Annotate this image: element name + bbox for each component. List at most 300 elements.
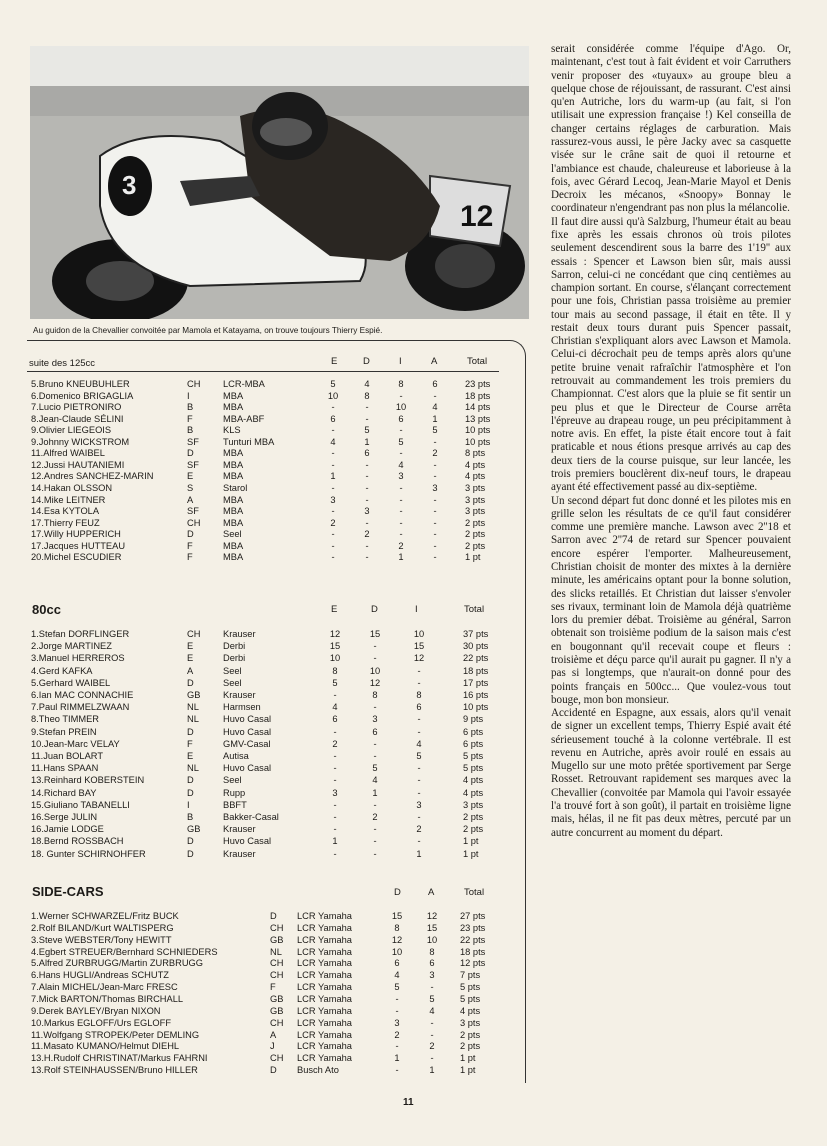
total: 6 pts [463, 738, 484, 749]
rider-name: 20.Michel ESCUDIER [31, 552, 122, 563]
score-i: 1 [416, 848, 422, 859]
machine: LCR Yamaha [297, 922, 352, 933]
country: D [187, 848, 194, 859]
score-d: 4 [364, 379, 370, 389]
machine: GMV-Casal [223, 738, 271, 749]
score-d: 2 [364, 529, 370, 540]
score-e: 3 [332, 787, 338, 798]
machine: LCR Yamaha [297, 993, 352, 1004]
rider-name: 12.Andres SANCHEZ-MARIN [31, 471, 154, 482]
table-row [27, 727, 525, 738]
total: 4 pts [463, 787, 484, 798]
machine: MBA [223, 552, 244, 563]
score-d: - [365, 494, 369, 505]
machine: LCR Yamaha [297, 982, 352, 993]
machine: LCR Yamaha [297, 1053, 352, 1064]
score-i: - [399, 425, 403, 436]
table-row [27, 391, 525, 402]
country: D [187, 787, 194, 798]
table-row [27, 800, 525, 811]
s80-head-e: E [331, 604, 338, 615]
article-paragraph-3: Un second départ fut donc donné et les pilotes mis en grille selon les résultats de ce qu'il faut considérer comme une première manche. Lawson avec 2''18 et Sarron avec 2''74 de retard sur Spencer pouvaient encore espérer l'emporter. Malheureusement, Christian choisit de monter des mixtes à la dernière minute, les américains optant pour la bonne solution, des slicks retaillés. Et Christian dut laisser s'envoler ses rivaux, terminant loin de Mamola déjà quatrième lors du premier débat. Troisième au général, Sarron obtenait son troisième podium de la saison mais c'est en bougonnant qu'il recevait coupe et fleurs : troisième et déçu parce qu'il aurait pu gagner. Il n'y a pas si longtemps, que n'aurait-on donné pour des points français en 500cc... Que voulez-vous tout bouge, mon bon monsieur. [551, 494, 791, 706]
machine: Krauser [223, 848, 256, 859]
score-d: 8 [394, 922, 400, 933]
country: D [187, 677, 194, 688]
score-i: 10 [395, 402, 407, 413]
score-e: 1 [332, 836, 338, 847]
total: 12 pts [460, 958, 486, 969]
score-d: - [365, 402, 369, 413]
total: 8 pts [465, 448, 486, 459]
s125-head-a: A [431, 356, 438, 367]
machine: Krauser [223, 629, 256, 639]
total: 37 pts [463, 629, 489, 639]
table-row [27, 1006, 525, 1017]
country: NL [187, 702, 199, 713]
crew-names: 13.Rolf STEINHAUSSEN/Bruno HILLER [31, 1065, 198, 1076]
score-d: - [365, 471, 369, 482]
table-row [27, 379, 525, 390]
country: NL [270, 946, 282, 957]
rider-name: 18.Bernd ROSSBACH [31, 836, 124, 847]
table-row [27, 935, 525, 946]
score-d: 5 [364, 425, 370, 436]
rider-name: 6.Ian MAC CONNACHIE [31, 690, 134, 700]
rider-name: 16.Jamie LODGE [31, 824, 104, 835]
score-e: - [333, 824, 337, 835]
score-e: 5 [330, 379, 336, 389]
rider-name: 3.Manuel HERREROS [31, 653, 125, 664]
machine: Derbi [223, 653, 246, 664]
score-i: 12 [413, 653, 425, 664]
score-e: 6 [330, 413, 336, 424]
crew-names: 10.Markus EGLOFF/Urs EGLOFF [31, 1017, 171, 1028]
country: GB [270, 934, 284, 945]
country: CH [270, 1017, 284, 1028]
total: 23 pts [460, 922, 486, 933]
machine: LCR-MBA [223, 379, 265, 389]
total: 2 pts [463, 824, 484, 835]
score-i: - [399, 390, 403, 401]
total: 4 pts [463, 775, 484, 786]
results-tables [27, 340, 526, 1083]
score-i: - [417, 775, 421, 786]
page-number: 11 [403, 1097, 414, 1108]
country: D [187, 529, 194, 540]
country: D [187, 836, 194, 847]
score-d: 3 [372, 714, 378, 725]
total: 5 pts [460, 993, 481, 1004]
total: 4 pts [465, 471, 486, 482]
score-d: - [373, 799, 377, 810]
score-i: - [399, 506, 403, 517]
score-i: 5 [398, 436, 404, 447]
score-d: - [395, 1065, 399, 1076]
table-row [27, 506, 525, 517]
score-d: 8 [364, 390, 370, 401]
total: 6 pts [463, 726, 484, 737]
country: CH [187, 517, 201, 528]
table-row [27, 714, 525, 725]
score-i: - [417, 677, 421, 688]
total: 1 pt [465, 552, 481, 563]
total: 23 pts [465, 379, 491, 389]
score-i: - [399, 494, 403, 505]
table-row [27, 629, 525, 640]
total: 1 pt [463, 836, 479, 847]
total: 27 pts [460, 911, 486, 921]
rider-name: 11.Hans SPAAN [31, 763, 99, 774]
s125-head-i: I [399, 356, 402, 367]
country: D [187, 448, 194, 459]
motorcycle-rider-illustration [30, 46, 529, 319]
score-a: 15 [426, 922, 438, 933]
score-d: 6 [364, 448, 370, 459]
crew-names: 7.Alain MICHEL/Jean-Marc FRESC [31, 982, 178, 993]
country: SF [187, 506, 199, 517]
score-a: - [433, 459, 437, 470]
total: 1 pt [463, 848, 479, 859]
sside-head-d: D [394, 887, 401, 898]
country: D [187, 775, 194, 786]
s125-title: suite des 125cc [29, 358, 96, 369]
total: 1 pt [460, 1065, 476, 1076]
score-e: 1 [330, 471, 336, 482]
rider-name: 5.Bruno KNEUBUHLER [31, 379, 130, 389]
rider-name: 11.Alfred WAIBEL [31, 448, 105, 459]
table-row [27, 653, 525, 664]
machine: LCR Yamaha [297, 1041, 352, 1052]
score-e: - [331, 529, 335, 540]
machine: LCR Yamaha [297, 946, 352, 957]
table-row [27, 1041, 525, 1052]
machine: Bakker-Casal [223, 812, 279, 822]
score-i: 8 [398, 379, 404, 389]
table-row [27, 402, 525, 413]
score-d: 3 [394, 1017, 400, 1028]
s125-head-total: Total [467, 356, 488, 367]
crew-names: 9.Derek BAYLEY/Bryan NIXON [31, 1005, 161, 1016]
score-e: 3 [330, 494, 336, 505]
machine: Seel [223, 677, 242, 688]
rider-name: 15.Giuliano TABANELLI [31, 799, 130, 810]
score-i: 15 [413, 641, 425, 652]
score-e: 4 [330, 436, 336, 447]
score-e: 10 [329, 653, 341, 664]
country: B [187, 425, 194, 436]
total: 2 pts [463, 812, 484, 822]
total: 14 pts [465, 402, 491, 413]
score-i: 3 [398, 471, 404, 482]
table-row [27, 849, 525, 860]
country: B [187, 402, 194, 413]
rider-name: 6.Domenico BRIGAGLIA [31, 390, 134, 401]
table-row [27, 529, 525, 540]
machine: MBA [223, 494, 244, 505]
score-a: - [433, 517, 437, 528]
score-d: - [373, 836, 377, 847]
table-row [27, 739, 525, 750]
country: CH [270, 970, 284, 981]
score-d: - [395, 1005, 399, 1016]
table-row [27, 923, 525, 934]
rider-name: 16.Serge JULIN [31, 812, 98, 822]
crew-names: 11.Masato KUMANO/Helmut DIEHL [31, 1041, 180, 1052]
score-a: 2 [432, 448, 438, 459]
table-row [27, 1018, 525, 1029]
score-a: 3 [429, 970, 435, 981]
score-d: 10 [391, 946, 403, 957]
machine: MBA [223, 448, 244, 459]
score-a: - [430, 1029, 434, 1040]
score-d: 8 [372, 690, 378, 700]
table-row [27, 518, 525, 529]
total: 22 pts [463, 653, 489, 664]
score-i: - [417, 665, 421, 676]
score-d: 2 [394, 1029, 400, 1040]
score-i: - [417, 763, 421, 774]
total: 10 pts [465, 425, 491, 436]
score-e: - [331, 448, 335, 459]
total: 4 pts [465, 459, 486, 470]
machine: Krauser [223, 690, 256, 700]
score-e: 2 [330, 517, 336, 528]
rider-name: 9.Johnny WICKSTROM [31, 436, 130, 447]
machine: Busch Ato [297, 1065, 339, 1076]
score-i: - [417, 714, 421, 725]
table-row [27, 788, 525, 799]
score-i: 4 [398, 459, 404, 470]
score-e: - [331, 506, 335, 517]
table-row [27, 751, 525, 762]
score-i: - [417, 726, 421, 737]
score-e: - [333, 799, 337, 810]
score-i: 4 [416, 738, 422, 749]
score-a: - [433, 552, 437, 563]
score-a: - [433, 540, 437, 551]
total: 7 pts [460, 970, 481, 981]
total: 1 pt [460, 1053, 476, 1064]
country: D [270, 1065, 277, 1076]
country: GB [270, 1005, 284, 1016]
country: NL [187, 763, 199, 774]
score-d: 15 [391, 911, 403, 921]
machine: LCR Yamaha [297, 934, 352, 945]
score-a: 2 [429, 1041, 435, 1052]
machine: LCR Yamaha [297, 911, 352, 921]
crew-names: 2.Rolf BILAND/Kurt WALTISPERG [31, 922, 174, 933]
s80-title: 80cc [32, 602, 61, 617]
crew-names: 6.Hans HUGLI/Andreas SCHUTZ [31, 970, 169, 981]
score-d: 4 [372, 775, 378, 786]
article-paragraph-1: serait considérée comme l'équipe d'Ago. Or, maintenant, c'est tout à fait évident et voir Carruthers venir proposer des «tuyaux» au groupe bleu a quelque chose de réjouissant, de rassurant. C'est ainsi qu'en Autriche, lors du warm-up (au fait, si l'on utilisait une expression française !) Kel conseilla de changer certains réglages de carburation. Mais rassurez-vous aussi, le père Jacky avec sa casquette visée sur le crâne sait de quoi il retourne et l'ambiance est chaude, chaleureuse et laborieuse à la fois, avec Gérard Lecoq, Jean-Marie Mayol et Denis Decroix les mécanos, «Snoopy» Bonnay le coordinateur n'engendrant pas non plus la mélancolie. [551, 43, 791, 215]
score-d: - [373, 848, 377, 859]
score-d: 10 [369, 665, 381, 676]
score-d: 1 [394, 1053, 400, 1064]
score-d: 12 [369, 677, 381, 688]
machine: Seel [223, 775, 242, 786]
machine: Harmsen [223, 702, 261, 713]
score-a: 3 [432, 482, 438, 493]
rider-name: 1.Stefan DORFLINGER [31, 629, 130, 639]
machine: MBA [223, 390, 244, 401]
score-e: 8 [332, 665, 338, 676]
score-a: - [430, 1053, 434, 1064]
score-d: - [365, 413, 369, 424]
score-a: 8 [429, 946, 435, 957]
country: GB [270, 993, 284, 1004]
crew-names: 11.Wolfgang STROPEK/Peter DEMLING [31, 1029, 200, 1040]
table-row [27, 1030, 525, 1041]
table-row [27, 982, 525, 993]
total: 5 pts [460, 982, 481, 993]
score-d: - [373, 702, 377, 713]
score-a: - [433, 506, 437, 517]
country: A [187, 665, 194, 676]
table-row [27, 425, 525, 436]
score-d: - [373, 751, 377, 761]
country: I [187, 390, 190, 401]
score-a: - [433, 494, 437, 505]
total: 2 pts [460, 1041, 481, 1052]
total: 5 pts [463, 763, 484, 774]
machine: MBA [223, 459, 244, 470]
score-d: - [373, 738, 377, 749]
sside-head-total: Total [464, 887, 485, 898]
table-row [27, 994, 525, 1005]
score-d: 1 [372, 787, 378, 798]
score-a: - [430, 1017, 434, 1028]
s125-head-d: D [363, 356, 370, 367]
score-i: 6 [416, 702, 422, 713]
score-d: 3 [364, 506, 370, 517]
article-column [551, 43, 791, 840]
machine: Derbi [223, 641, 246, 652]
table-row [27, 690, 525, 701]
crew-names: 7.Mick BARTON/Thomas BIRCHALL [31, 993, 184, 1004]
photo-caption: Au guidon de la Chevallier convoitée par Mamola et Katayama, on trouve toujours Thierry Espié. [33, 326, 383, 335]
country: D [187, 726, 194, 737]
crew-names: 3.Steve WEBSTER/Tony HEWITT [31, 934, 172, 945]
score-a: 6 [429, 958, 435, 969]
table-row [27, 1053, 525, 1064]
rider-name: 2.Jorge MARTINEZ [31, 641, 112, 652]
score-d: - [365, 552, 369, 563]
table-row [27, 763, 525, 774]
article-paragraph-2: Il faut dire aussi qu'à Salzburg, l'humeur était au beau fixe après les essais chronos où trois pilotes seulement descendirent sous la barre des 1'19'' aux essais : Spencer et Lawson bien sûr, mais aussi Sarron, celui-ci ne concédant que cinq centièmes au champion sortant. En course, s'élançant correctement pour une fois, Christian passa troisième au premier tour mais au second passage, il était en tête. Il y restait deux tours durant puis Spencer passait, Christian s'expliquant alors avec Lawson et Mamola. Celui-ci décrochait peu de temps après alors qu'une petite bruine venait rafraîchir l'atmosphère et l'on retrouvait au commandement les trois premiers du Championnat. C'est alors que la pluie se fit sentir un peu plus et que le Directeur de Course arrêta l'épreuve au drapeau rouge, un peu précipitamment à notre avis. En effet, la piste était encore tout à fait praticable et nous étions presque arrivés au cap des deux tiers de la course puisque, sur leur lancée, les trois premiers bouclèrent dix-neuf tours, le drapeau ayant été effectivement passé au dix-septième. [551, 215, 791, 494]
score-a: - [433, 471, 437, 482]
rider-name: 17.Willy HUPPERICH [31, 529, 121, 540]
score-a: 4 [429, 1005, 435, 1016]
total: 13 pts [465, 413, 491, 424]
total: 3 pts [460, 1017, 481, 1028]
rider-name: 14.Hakan OLSSON [31, 482, 113, 493]
total: 30 pts [463, 641, 489, 652]
rider-name: 14.Esa KYTOLA [31, 506, 100, 517]
machine: MBA [223, 471, 244, 482]
score-a: 12 [426, 911, 438, 921]
rider-name: 11.Juan BOLART [31, 751, 104, 761]
total: 18 pts [465, 390, 491, 401]
country: SF [187, 436, 199, 447]
machine: Tunturi MBA [223, 436, 275, 447]
score-i: 1 [398, 552, 404, 563]
rider-name: 13.Reinhard KOBERSTEIN [31, 775, 145, 786]
score-a: 4 [432, 402, 438, 413]
score-d: - [365, 459, 369, 470]
country: NL [187, 714, 199, 725]
sside-title: SIDE-CARS [32, 884, 104, 899]
score-e: - [331, 552, 335, 563]
score-e: 2 [332, 738, 338, 749]
score-i: 8 [416, 690, 422, 700]
race-photo [30, 46, 529, 319]
score-i: - [417, 812, 421, 822]
machine: Huvo Casal [223, 763, 272, 774]
table-row [27, 666, 525, 677]
score-e: - [333, 726, 337, 737]
score-d: 5 [394, 982, 400, 993]
score-a: 1 [432, 413, 438, 424]
country: GB [187, 824, 201, 835]
score-e: - [333, 848, 337, 859]
score-e: - [333, 751, 337, 761]
table-row [27, 1065, 525, 1076]
country: F [187, 540, 193, 551]
country: J [270, 1041, 275, 1052]
rider-name: 9.Olivier LIEGEOIS [31, 425, 112, 436]
machine: MBA [223, 506, 244, 517]
score-e: - [331, 482, 335, 493]
score-d: - [373, 653, 377, 664]
machine: LCR Yamaha [297, 1017, 352, 1028]
total: 2 pts [465, 529, 486, 540]
table-row [27, 437, 525, 448]
rider-name: 17.Jacques HUTTEAU [31, 540, 126, 551]
article-paragraph-4: Accidenté en Espagne, aux essais, alors qu'il venait de signer un excellent temps, Thierry Espié avait été sérieusement touché à la colonne vertébrale. Il est revenu en Autriche, après avoir roulé en essais au Mugello sur une moto prêtée sportivement par Serge Rosset. Retrouvant rapidement ses marques avec la Chevallier (convoitée par Mamola qui l'avoir essayée l'a trouvé fort à son goût), il partait en troisième ligne mais, hélas, il ne fit pas deux mètres, percuté par un autre concurrent au moment du départ. [551, 707, 791, 839]
total: 3 pts [465, 482, 486, 493]
machine: Seel [223, 529, 242, 540]
table-row [27, 460, 525, 471]
table-row [27, 414, 525, 425]
score-e: - [331, 402, 335, 413]
svg-text:12: 12 [460, 200, 494, 233]
score-d: 5 [372, 763, 378, 774]
total: 4 pts [460, 1005, 481, 1016]
country: D [270, 911, 277, 921]
s80-head-total: Total [464, 604, 485, 615]
table-row [27, 911, 525, 922]
machine: LCR Yamaha [297, 958, 352, 969]
machine: Huvo Casal [223, 714, 272, 725]
score-e: 6 [332, 714, 338, 725]
rider-name: 8.Theo TIMMER [31, 714, 100, 725]
score-d: 4 [394, 970, 400, 981]
score-e: - [331, 540, 335, 551]
score-e: 4 [332, 702, 338, 713]
total: 3 pts [465, 506, 486, 517]
table-row [27, 541, 525, 552]
machine: Autisa [223, 751, 249, 761]
score-a: - [433, 529, 437, 540]
score-e: 15 [329, 641, 341, 652]
s125-head-e: E [331, 356, 338, 367]
s125-rule [27, 371, 499, 372]
total: 3 pts [463, 799, 484, 810]
rider-name: 18. Gunter SCHIRNOHFER [31, 848, 146, 859]
score-i: 10 [413, 629, 425, 639]
table-row [27, 641, 525, 652]
